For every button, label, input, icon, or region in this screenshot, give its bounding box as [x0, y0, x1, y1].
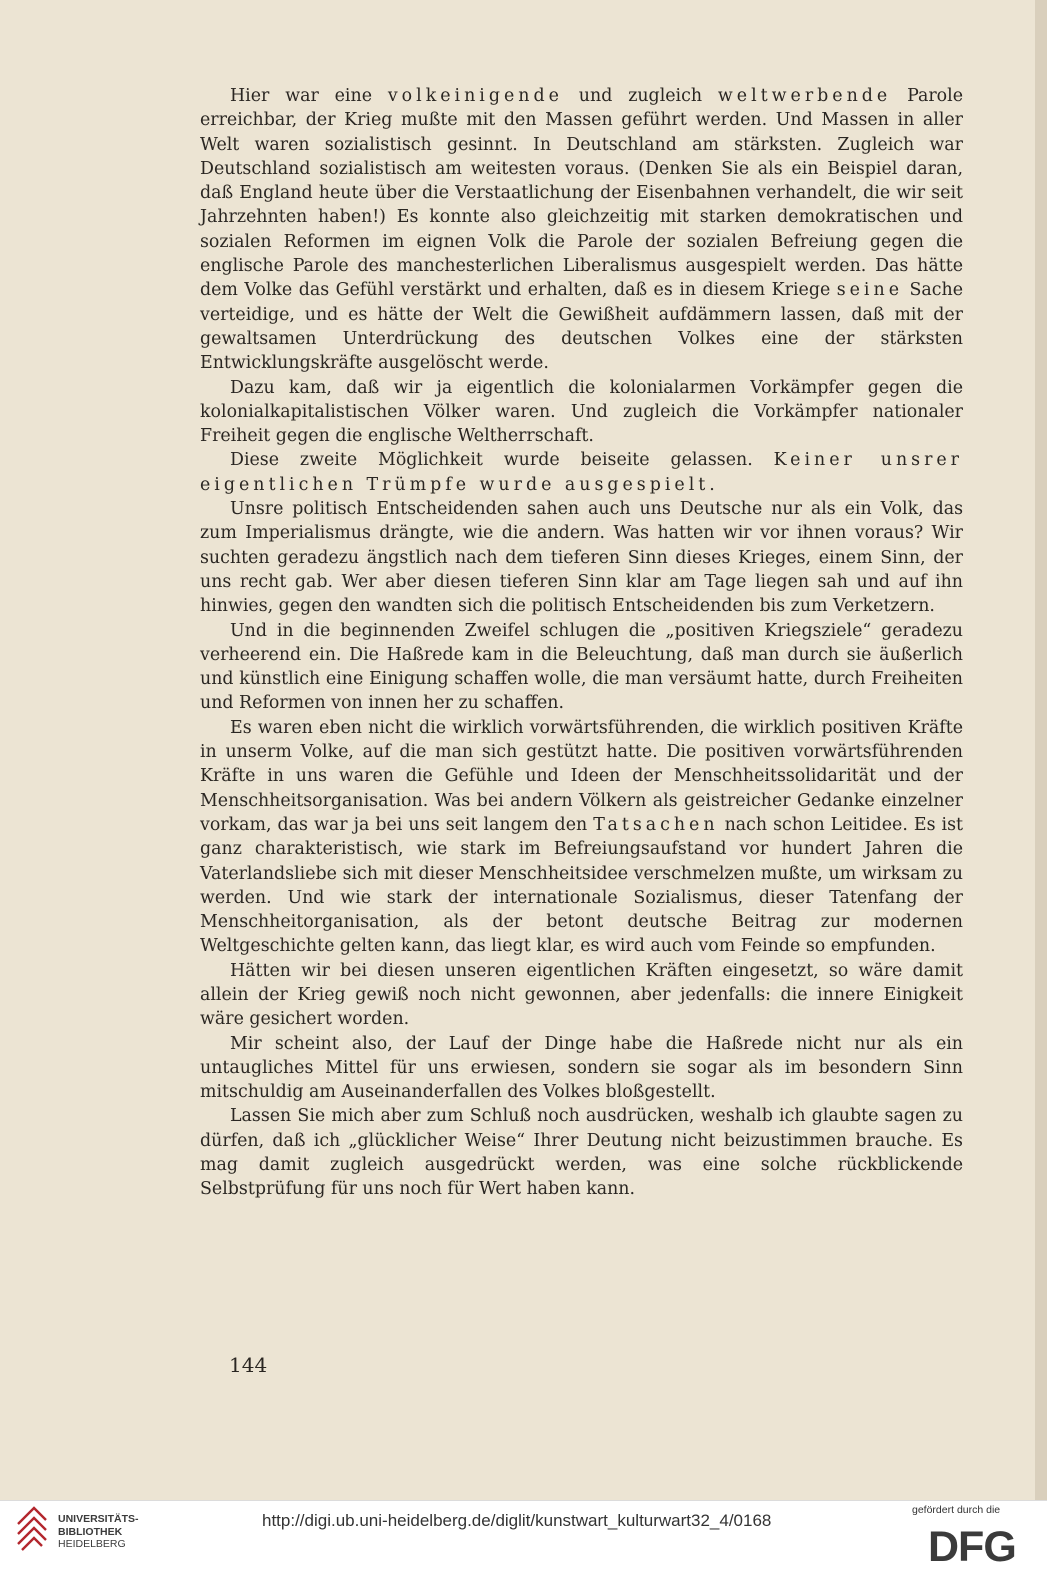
paragraph	[200, 716, 963, 959]
paragraph	[200, 497, 963, 618]
text-run: und zugleich	[562, 86, 718, 106]
spaced-emphasis: Keiner unsrer eigentlichen Trümpfe wurde ausgespielt.	[200, 450, 963, 495]
library-name	[58, 1513, 139, 1551]
text-run: Parole erreichbar, der Krieg mußte mit den Massen geführt werden. Und Massen in aller Welt waren sozialistisch gesinnt. In Deutschland am stärksten. Zugleich war Deutschland sozialistisch am weitesten voraus. (Denken Sie als ein Beispiel daran, daß England heute über die Verstaatlichung der Eisenbahnen verhandelt, die wir seit Jahrzehnten haben!) Es konnte also gleichzeitig mit starken demokratischen und sozialen Reformen im eignen Volk die Parole der sozialen Befreiung gegen die englische Parole des manchesterlichen Liberalismus ausgespielt werden. Das hätte dem Volke das Gefühl verstärkt und erhalten, daß es in diesem Kriege	[200, 86, 963, 301]
text-run: Und in die beginnenden Zweifel schlugen die „positiven Kriegsziele“ geradezu verheerend ein. Die Haßrede kam in die Beleuchtung, daß man durch sie äußerlich und künstlich eine Einigung schaffen wolle, die man versäumt hatte, durch Freiheiten und Reformen von innen her zu schaffen.	[200, 620, 963, 714]
page-edge	[1035, 0, 1047, 1500]
paragraph	[200, 619, 963, 716]
text-run: Sache verteidige, und es hätte der Welt die Gewißheit aufdämmern lassen, daß mit der gewaltsamen Unterdrückung des deutschen Volkes eine der stärksten Entwicklungskräfte ausgelöscht werde.	[200, 280, 963, 374]
page-body	[200, 84, 963, 1202]
paragraph	[200, 1032, 963, 1105]
text-run: Lassen Sie mich aber zum Schluß noch ausdrücken, weshalb ich glaubte sagen zu dürfen, daß ich „glücklicher Weise“ Ihrer Deutung nicht beizustimmen brauche. Es mag damit zugleich ausgedrückt werden, was eine solche rückblickende Selbstprüfung für uns noch für Wert haben kann.	[200, 1106, 963, 1200]
paragraph	[200, 1104, 963, 1201]
text-run: Es waren eben nicht die wirklich vorwärtsführenden, die wirklich positiven Kräfte in unserm Volke, auf die man sich gestützt hatte. Die positiven vorwärtsführenden Kräfte in uns waren die Gefühle und Ideen der Menschheitssolidarität und der Menschheitsorganisation. Was bei andern Völkern als geistreicher Gedanke einzelner vorkam, das war ja bei uns seit langem den	[200, 717, 963, 835]
university-library-logo-icon	[12, 1500, 52, 1560]
text-run: Diese zweite Möglichkeit wurde beiseite gelassen.	[230, 450, 774, 471]
paragraph	[200, 448, 963, 497]
spaced-emphasis: weltwerbende	[717, 86, 892, 106]
spaced-emphasis: volkeinigende	[387, 86, 563, 106]
funding-label: gefördert durch die	[912, 1504, 1001, 1516]
library-name-line3: HEIDELBERG	[58, 1538, 126, 1550]
text-run: Dazu kam, daß wir ja eigentlich die kolonialarmen Vorkämpfer gegen die kolonialkapitalistischen Völker waren. Und zugleich die Vorkämpfer nationaler Freiheit gegen die englische Weltherrschaft.	[200, 377, 963, 447]
page-number: 144	[229, 1353, 268, 1377]
text-run: Mir scheint also, der Lauf der Dinge habe die Haßrede nicht nur als ein untaugliches Mittel für uns erwiesen, sondern sie sogar als im besondern Sinn mitschuldig am Auseinanderfallen des Volkes bloßgestellt.	[200, 1033, 963, 1103]
text-run: nach schon Leitidee. Es ist ganz charakteristisch, wie stark im Befreiungsaufstand vor hundert Jahren die Vaterlandsliebe sich mit dieser Menschheitsidee verschmelzen mußte, um wirksam zu werden. Und wie stark der internationale Sozialismus, dieser Tatenfang der Menschheitorganisation, als der betont deutsche Beitrag zur modernen Weltgeschichte gelten kann, das liegt klar, es wird auch vom Feinde so empfunden.	[200, 814, 963, 957]
dfg-logo: DFG	[928, 1523, 1016, 1571]
spaced-emphasis: Tatsachen	[593, 814, 719, 835]
text-run: Hier war eine	[230, 86, 388, 106]
paragraph	[200, 84, 963, 376]
library-name-line1: UNIVERSITÄTS-	[58, 1513, 139, 1525]
spaced-emphasis: seine	[836, 280, 903, 301]
paragraph	[200, 376, 963, 449]
permalink-url[interactable]: http://digi.ub.uni-heidelberg.de/diglit/kunstwart_kulturwart32_4/0168	[262, 1511, 772, 1530]
library-name-line2: BIBLIOTHEK	[58, 1525, 123, 1538]
text-run: Unsre politisch Entscheidenden sahen auch uns Deutsche nur als ein Volk, das zum Imperialismus drängte, wie die andern. Was hatten wir vor ihnen voraus? Wir suchten geradezu ängstlich nach dem tieferen Sinn dieses Krieges, einem Sinn, der uns recht gab. Wer aber diesen tieferen Sinn klar am Tage liegen sah und auf ihn hinwies, gegen den wandten sich die politisch Entscheidenden bis zum Verketzern.	[200, 499, 963, 617]
text-run: Hätten wir bei diesen unseren eigentlichen Kräften eingesetzt, so wäre damit allein der Krieg gewiß noch nicht gewonnen, aber jedenfalls: die innere Einigkeit wäre gesichert worden.	[200, 960, 963, 1030]
paragraph	[200, 959, 963, 1032]
